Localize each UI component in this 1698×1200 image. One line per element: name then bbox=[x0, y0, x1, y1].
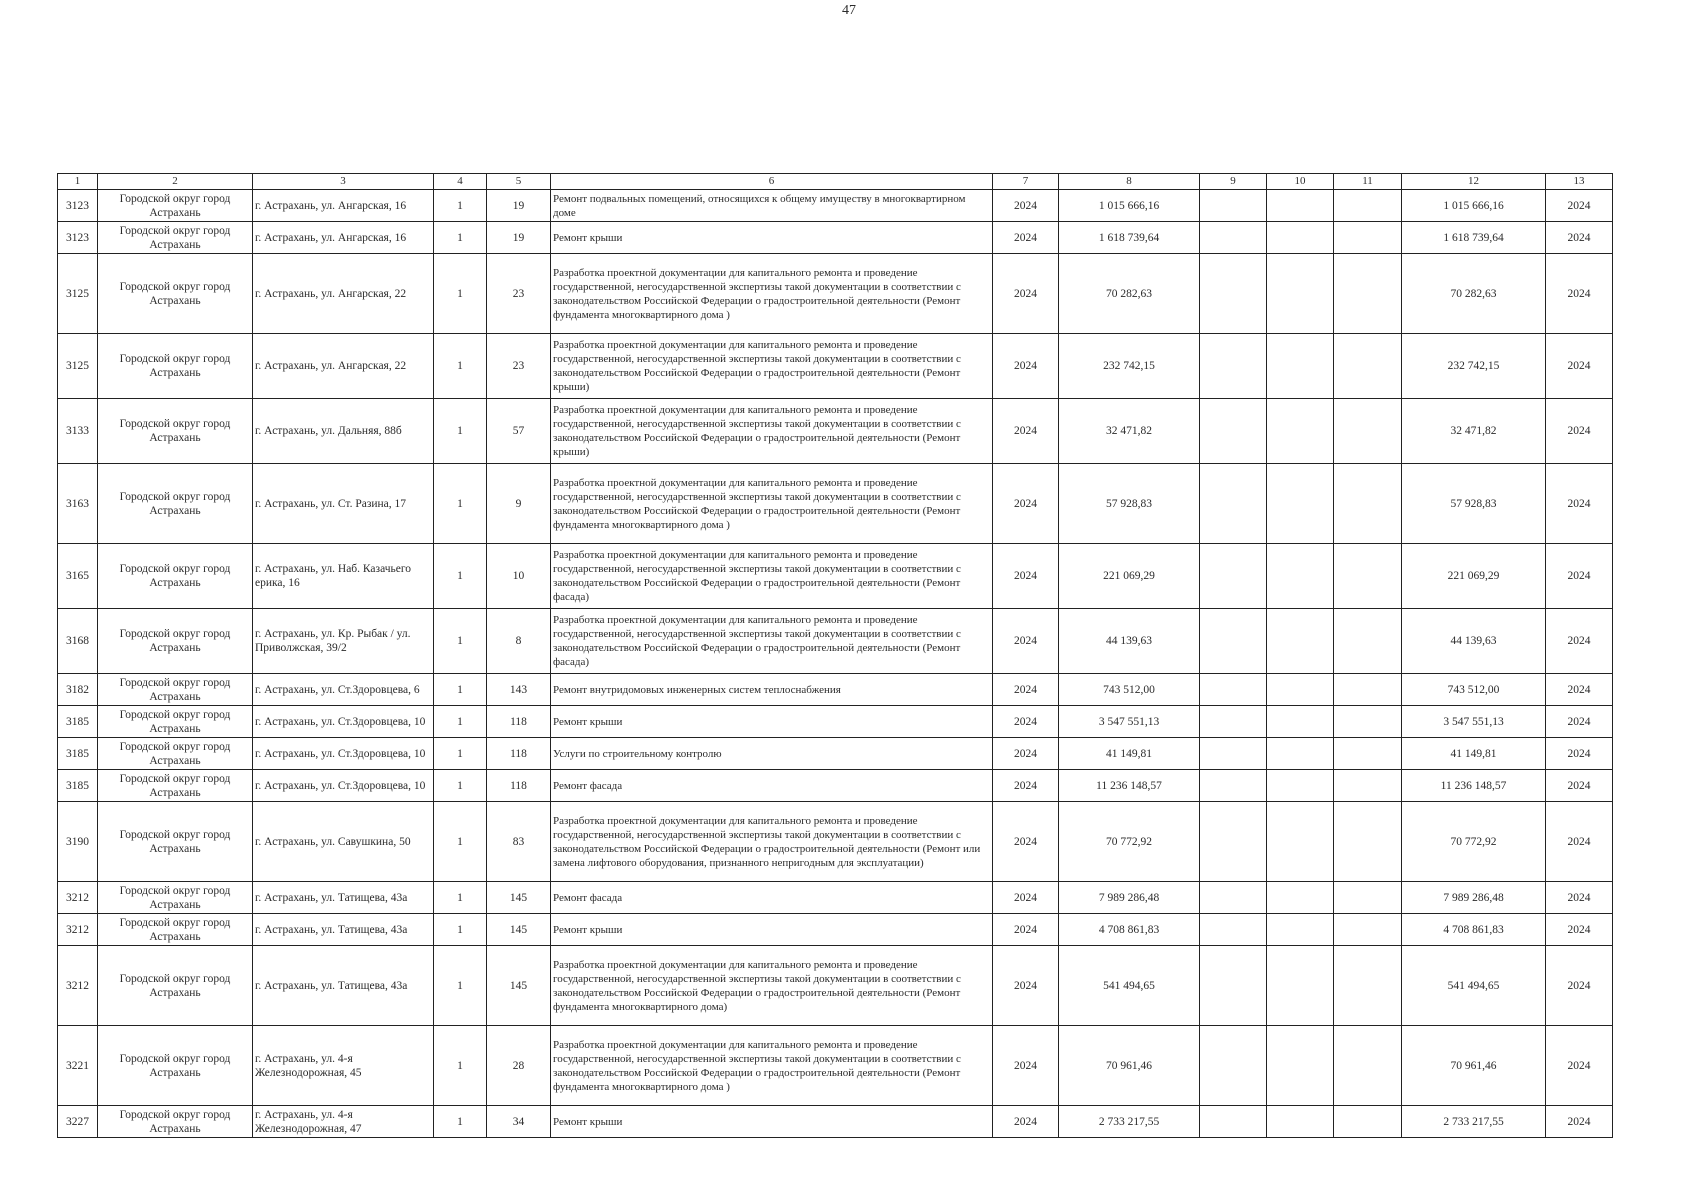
column-10-cell bbox=[1267, 334, 1334, 399]
column-11-cell bbox=[1334, 706, 1402, 738]
total-cost-cell: 41 149,81 bbox=[1059, 738, 1200, 770]
column-10-cell bbox=[1267, 544, 1334, 609]
address-cell: г. Астрахань, ул. 4-я Железнодорожная, 47 bbox=[253, 1106, 434, 1138]
year-cell: 2024 bbox=[993, 190, 1059, 222]
column-9-cell bbox=[1200, 334, 1267, 399]
address-cell: г. Астрахань, ул. Ст.Здоровцева, 10 bbox=[253, 738, 434, 770]
column-11-cell bbox=[1334, 770, 1402, 802]
municipality-cell: Городской округ город Астрахань bbox=[98, 464, 253, 544]
year-cell: 2024 bbox=[993, 254, 1059, 334]
column-5-cell: 34 bbox=[487, 1106, 551, 1138]
column-number-header: 9 bbox=[1200, 174, 1267, 190]
year-cell: 2024 bbox=[993, 464, 1059, 544]
record-id-cell: 3182 bbox=[58, 674, 98, 706]
address-cell: г. Астрахань, ул. Татищева, 43а bbox=[253, 946, 434, 1026]
column-11-cell bbox=[1334, 1026, 1402, 1106]
column-9-cell bbox=[1200, 802, 1267, 882]
column-10-cell bbox=[1267, 802, 1334, 882]
column-5-cell: 143 bbox=[487, 674, 551, 706]
column-12-cost-cell: 70 961,46 bbox=[1402, 1026, 1546, 1106]
column-5-cell: 10 bbox=[487, 544, 551, 609]
column-9-cell bbox=[1200, 770, 1267, 802]
completion-year-cell: 2024 bbox=[1546, 609, 1613, 674]
work-type-cell: Ремонт внутридомовых инженерных систем теплоснабжения bbox=[551, 674, 993, 706]
record-id-cell: 3185 bbox=[58, 770, 98, 802]
record-id-cell: 3165 bbox=[58, 544, 98, 609]
table-row bbox=[58, 334, 1613, 399]
column-10-cell bbox=[1267, 609, 1334, 674]
column-10-cell bbox=[1267, 1106, 1334, 1138]
record-id-cell: 3133 bbox=[58, 399, 98, 464]
completion-year-cell: 2024 bbox=[1546, 674, 1613, 706]
column-9-cell bbox=[1200, 882, 1267, 914]
table-row bbox=[58, 770, 1613, 802]
column-number-header: 13 bbox=[1546, 174, 1613, 190]
completion-year-cell: 2024 bbox=[1546, 770, 1613, 802]
column-4-cell: 1 bbox=[434, 674, 487, 706]
year-cell: 2024 bbox=[993, 706, 1059, 738]
municipality-cell: Городской округ город Астрахань bbox=[98, 706, 253, 738]
record-id-cell: 3168 bbox=[58, 609, 98, 674]
total-cost-cell: 232 742,15 bbox=[1059, 334, 1200, 399]
work-type-cell: Разработка проектной документации для капитального ремонта и проведение государственной, негосударственной экспертизы такой документации в соответствии с законодательством Российской Федерации о градостроительной деятельности (Ремонт или замена лифтового оборудования, признанного непригодным для эксплуатации) bbox=[551, 802, 993, 882]
column-4-cell: 1 bbox=[434, 222, 487, 254]
municipality-cell: Городской округ город Астрахань bbox=[98, 1106, 253, 1138]
work-type-cell: Ремонт фасада bbox=[551, 882, 993, 914]
column-4-cell: 1 bbox=[434, 1106, 487, 1138]
column-number-header: 8 bbox=[1059, 174, 1200, 190]
column-4-cell: 1 bbox=[434, 738, 487, 770]
column-12-cost-cell: 3 547 551,13 bbox=[1402, 706, 1546, 738]
column-9-cell bbox=[1200, 706, 1267, 738]
column-number-header: 6 bbox=[551, 174, 993, 190]
work-type-cell: Разработка проектной документации для капитального ремонта и проведение государственной, негосударственной экспертизы такой документации в соответствии с законодательством Российской Федерации о градостроительной деятельности (Ремонт фундамента многоквартирного дома ) bbox=[551, 1026, 993, 1106]
year-cell: 2024 bbox=[993, 222, 1059, 254]
column-11-cell bbox=[1334, 190, 1402, 222]
column-9-cell bbox=[1200, 609, 1267, 674]
column-11-cell bbox=[1334, 544, 1402, 609]
year-cell: 2024 bbox=[993, 738, 1059, 770]
column-4-cell: 1 bbox=[434, 334, 487, 399]
address-cell: г. Астрахань, ул. Наб. Казачьего ерика, 16 bbox=[253, 544, 434, 609]
column-number-header: 2 bbox=[98, 174, 253, 190]
completion-year-cell: 2024 bbox=[1546, 399, 1613, 464]
column-5-cell: 23 bbox=[487, 334, 551, 399]
work-type-cell: Услуги по строительному контролю bbox=[551, 738, 993, 770]
column-11-cell bbox=[1334, 738, 1402, 770]
address-cell: г. Астрахань, ул. Татищева, 43а bbox=[253, 914, 434, 946]
column-number-header: 7 bbox=[993, 174, 1059, 190]
total-cost-cell: 7 989 286,48 bbox=[1059, 882, 1200, 914]
municipality-cell: Городской округ город Астрахань bbox=[98, 254, 253, 334]
column-10-cell bbox=[1267, 464, 1334, 544]
column-10-cell bbox=[1267, 706, 1334, 738]
address-cell: г. Астрахань, ул. Савушкина, 50 bbox=[253, 802, 434, 882]
column-10-cell bbox=[1267, 1026, 1334, 1106]
column-9-cell bbox=[1200, 399, 1267, 464]
record-id-cell: 3185 bbox=[58, 738, 98, 770]
year-cell: 2024 bbox=[993, 334, 1059, 399]
completion-year-cell: 2024 bbox=[1546, 738, 1613, 770]
record-id-cell: 3227 bbox=[58, 1106, 98, 1138]
column-12-cost-cell: 1 015 666,16 bbox=[1402, 190, 1546, 222]
column-11-cell bbox=[1334, 1106, 1402, 1138]
column-4-cell: 1 bbox=[434, 706, 487, 738]
completion-year-cell: 2024 bbox=[1546, 464, 1613, 544]
column-12-cost-cell: 70 772,92 bbox=[1402, 802, 1546, 882]
year-cell: 2024 bbox=[993, 802, 1059, 882]
address-cell: г. Астрахань, ул. Ст. Разина, 17 bbox=[253, 464, 434, 544]
column-number-header-row bbox=[58, 174, 1613, 190]
record-id-cell: 3125 bbox=[58, 254, 98, 334]
municipality-cell: Городской округ город Астрахань bbox=[98, 738, 253, 770]
total-cost-cell: 1 618 739,64 bbox=[1059, 222, 1200, 254]
column-9-cell bbox=[1200, 914, 1267, 946]
column-10-cell bbox=[1267, 882, 1334, 914]
column-number-header: 10 bbox=[1267, 174, 1334, 190]
column-9-cell bbox=[1200, 1026, 1267, 1106]
column-5-cell: 57 bbox=[487, 399, 551, 464]
table-row bbox=[58, 399, 1613, 464]
address-cell: г. Астрахань, ул. Татищева, 43а bbox=[253, 882, 434, 914]
table-row bbox=[58, 544, 1613, 609]
address-cell: г. Астрахань, ул. Ангарская, 16 bbox=[253, 190, 434, 222]
column-11-cell bbox=[1334, 222, 1402, 254]
work-type-cell: Разработка проектной документации для капитального ремонта и проведение государственной, негосударственной экспертизы такой документации в соответствии с законодательством Российской Федерации о градостроительной деятельности (Ремонт фасада) bbox=[551, 609, 993, 674]
completion-year-cell: 2024 bbox=[1546, 946, 1613, 1026]
record-id-cell: 3190 bbox=[58, 802, 98, 882]
column-11-cell bbox=[1334, 674, 1402, 706]
address-cell: г. Астрахань, ул. Ангарская, 22 bbox=[253, 254, 434, 334]
work-type-cell: Разработка проектной документации для капитального ремонта и проведение государственной, негосударственной экспертизы такой документации в соответствии с законодательством Российской Федерации о градостроительной деятельности (Ремонт фундамента многоквартирного дома ) bbox=[551, 254, 993, 334]
column-5-cell: 145 bbox=[487, 914, 551, 946]
column-12-cost-cell: 221 069,29 bbox=[1402, 544, 1546, 609]
year-cell: 2024 bbox=[993, 609, 1059, 674]
completion-year-cell: 2024 bbox=[1546, 190, 1613, 222]
completion-year-cell: 2024 bbox=[1546, 334, 1613, 399]
column-12-cost-cell: 743 512,00 bbox=[1402, 674, 1546, 706]
column-number-header: 1 bbox=[58, 174, 98, 190]
year-cell: 2024 bbox=[993, 946, 1059, 1026]
work-type-cell: Ремонт крыши bbox=[551, 222, 993, 254]
column-12-cost-cell: 2 733 217,55 bbox=[1402, 1106, 1546, 1138]
column-12-cost-cell: 541 494,65 bbox=[1402, 946, 1546, 1026]
completion-year-cell: 2024 bbox=[1546, 1106, 1613, 1138]
table-row bbox=[58, 254, 1613, 334]
column-5-cell: 145 bbox=[487, 946, 551, 1026]
completion-year-cell: 2024 bbox=[1546, 882, 1613, 914]
column-9-cell bbox=[1200, 674, 1267, 706]
column-9-cell bbox=[1200, 464, 1267, 544]
table-row bbox=[58, 706, 1613, 738]
column-10-cell bbox=[1267, 399, 1334, 464]
total-cost-cell: 1 015 666,16 bbox=[1059, 190, 1200, 222]
address-cell: г. Астрахань, ул. Ст.Здоровцева, 10 bbox=[253, 706, 434, 738]
municipality-cell: Городской округ город Астрахань bbox=[98, 914, 253, 946]
column-12-cost-cell: 70 282,63 bbox=[1402, 254, 1546, 334]
address-cell: г. Астрахань, ул. 4-я Железнодорожная, 45 bbox=[253, 1026, 434, 1106]
column-5-cell: 9 bbox=[487, 464, 551, 544]
column-5-cell: 19 bbox=[487, 222, 551, 254]
column-4-cell: 1 bbox=[434, 544, 487, 609]
column-11-cell bbox=[1334, 334, 1402, 399]
total-cost-cell: 44 139,63 bbox=[1059, 609, 1200, 674]
total-cost-cell: 4 708 861,83 bbox=[1059, 914, 1200, 946]
column-11-cell bbox=[1334, 254, 1402, 334]
completion-year-cell: 2024 bbox=[1546, 706, 1613, 738]
completion-year-cell: 2024 bbox=[1546, 254, 1613, 334]
column-12-cost-cell: 4 708 861,83 bbox=[1402, 914, 1546, 946]
table-row bbox=[58, 609, 1613, 674]
column-10-cell bbox=[1267, 674, 1334, 706]
column-5-cell: 19 bbox=[487, 190, 551, 222]
column-12-cost-cell: 57 928,83 bbox=[1402, 464, 1546, 544]
year-cell: 2024 bbox=[993, 914, 1059, 946]
total-cost-cell: 70 772,92 bbox=[1059, 802, 1200, 882]
work-type-cell: Ремонт фасада bbox=[551, 770, 993, 802]
column-10-cell bbox=[1267, 770, 1334, 802]
total-cost-cell: 541 494,65 bbox=[1059, 946, 1200, 1026]
column-12-cost-cell: 41 149,81 bbox=[1402, 738, 1546, 770]
column-10-cell bbox=[1267, 946, 1334, 1026]
column-5-cell: 118 bbox=[487, 770, 551, 802]
column-10-cell bbox=[1267, 190, 1334, 222]
total-cost-cell: 2 733 217,55 bbox=[1059, 1106, 1200, 1138]
municipality-cell: Городской округ город Астрахань bbox=[98, 1026, 253, 1106]
year-cell: 2024 bbox=[993, 770, 1059, 802]
work-type-cell: Разработка проектной документации для капитального ремонта и проведение государственной, негосударственной экспертизы такой документации в соответствии с законодательством Российской Федерации о градостроительной деятельности (Ремонт крыши) bbox=[551, 399, 993, 464]
municipality-cell: Городской округ город Астрахань bbox=[98, 190, 253, 222]
municipality-cell: Городской округ город Астрахань bbox=[98, 674, 253, 706]
table-row bbox=[58, 190, 1613, 222]
completion-year-cell: 2024 bbox=[1546, 544, 1613, 609]
column-11-cell bbox=[1334, 882, 1402, 914]
address-cell: г. Астрахань, ул. Ангарская, 16 bbox=[253, 222, 434, 254]
work-type-cell: Ремонт подвальных помещений, относящихся к общему имуществу в многоквартирном доме bbox=[551, 190, 993, 222]
municipality-cell: Городской округ город Астрахань bbox=[98, 544, 253, 609]
municipality-cell: Городской округ город Астрахань bbox=[98, 882, 253, 914]
year-cell: 2024 bbox=[993, 1106, 1059, 1138]
table-row bbox=[58, 1106, 1613, 1138]
completion-year-cell: 2024 bbox=[1546, 1026, 1613, 1106]
column-number-header: 12 bbox=[1402, 174, 1546, 190]
column-11-cell bbox=[1334, 464, 1402, 544]
record-id-cell: 3212 bbox=[58, 882, 98, 914]
column-12-cost-cell: 11 236 148,57 bbox=[1402, 770, 1546, 802]
column-number-header: 3 bbox=[253, 174, 434, 190]
column-4-cell: 1 bbox=[434, 190, 487, 222]
column-number-header: 4 bbox=[434, 174, 487, 190]
year-cell: 2024 bbox=[993, 399, 1059, 464]
column-4-cell: 1 bbox=[434, 609, 487, 674]
municipality-cell: Городской округ город Астрахань bbox=[98, 399, 253, 464]
table-row bbox=[58, 674, 1613, 706]
work-type-cell: Разработка проектной документации для капитального ремонта и проведение государственной, негосударственной экспертизы такой документации в соответствии с законодательством Российской Федерации о градостроительной деятельности (Ремонт фасада) bbox=[551, 544, 993, 609]
municipality-cell: Городской округ город Астрахань bbox=[98, 609, 253, 674]
total-cost-cell: 70 282,63 bbox=[1059, 254, 1200, 334]
column-9-cell bbox=[1200, 1106, 1267, 1138]
column-4-cell: 1 bbox=[434, 770, 487, 802]
column-11-cell bbox=[1334, 802, 1402, 882]
column-11-cell bbox=[1334, 609, 1402, 674]
table-row bbox=[58, 222, 1613, 254]
total-cost-cell: 70 961,46 bbox=[1059, 1026, 1200, 1106]
column-10-cell bbox=[1267, 738, 1334, 770]
total-cost-cell: 57 928,83 bbox=[1059, 464, 1200, 544]
work-type-cell: Ремонт крыши bbox=[551, 914, 993, 946]
column-4-cell: 1 bbox=[434, 802, 487, 882]
year-cell: 2024 bbox=[993, 1026, 1059, 1106]
column-4-cell: 1 bbox=[434, 914, 487, 946]
column-12-cost-cell: 1 618 739,64 bbox=[1402, 222, 1546, 254]
municipality-cell: Городской округ город Астрахань bbox=[98, 222, 253, 254]
table-row bbox=[58, 802, 1613, 882]
table-row bbox=[58, 464, 1613, 544]
page-number: 47 bbox=[842, 3, 856, 18]
year-cell: 2024 bbox=[993, 544, 1059, 609]
total-cost-cell: 743 512,00 bbox=[1059, 674, 1200, 706]
year-cell: 2024 bbox=[993, 674, 1059, 706]
column-10-cell bbox=[1267, 254, 1334, 334]
record-id-cell: 3212 bbox=[58, 946, 98, 1026]
capital-repair-table bbox=[57, 173, 1613, 1138]
column-11-cell bbox=[1334, 946, 1402, 1026]
column-number-header: 11 bbox=[1334, 174, 1402, 190]
record-id-cell: 3185 bbox=[58, 706, 98, 738]
column-4-cell: 1 bbox=[434, 946, 487, 1026]
column-5-cell: 118 bbox=[487, 738, 551, 770]
column-11-cell bbox=[1334, 914, 1402, 946]
table-row bbox=[58, 738, 1613, 770]
total-cost-cell: 11 236 148,57 bbox=[1059, 770, 1200, 802]
column-5-cell: 118 bbox=[487, 706, 551, 738]
address-cell: г. Астрахань, ул. Ст.Здоровцева, 10 bbox=[253, 770, 434, 802]
record-id-cell: 3123 bbox=[58, 190, 98, 222]
record-id-cell: 3221 bbox=[58, 1026, 98, 1106]
column-9-cell bbox=[1200, 254, 1267, 334]
total-cost-cell: 32 471,82 bbox=[1059, 399, 1200, 464]
record-id-cell: 3123 bbox=[58, 222, 98, 254]
column-4-cell: 1 bbox=[434, 399, 487, 464]
column-4-cell: 1 bbox=[434, 464, 487, 544]
column-11-cell bbox=[1334, 399, 1402, 464]
column-9-cell bbox=[1200, 544, 1267, 609]
municipality-cell: Городской округ город Астрахань bbox=[98, 334, 253, 399]
municipality-cell: Городской округ город Астрахань bbox=[98, 802, 253, 882]
work-type-cell: Ремонт крыши bbox=[551, 706, 993, 738]
column-number-header: 5 bbox=[487, 174, 551, 190]
work-type-cell: Разработка проектной документации для капитального ремонта и проведение государственной, негосударственной экспертизы такой документации в соответствии с законодательством Российской Федерации о градостроительной деятельности (Ремонт фундамента многоквартирного дома) bbox=[551, 946, 993, 1026]
column-5-cell: 28 bbox=[487, 1026, 551, 1106]
record-id-cell: 3125 bbox=[58, 334, 98, 399]
table-row bbox=[58, 914, 1613, 946]
address-cell: г. Астрахань, ул. Дальняя, 88б bbox=[253, 399, 434, 464]
work-type-cell: Ремонт крыши bbox=[551, 1106, 993, 1138]
completion-year-cell: 2024 bbox=[1546, 914, 1613, 946]
record-id-cell: 3163 bbox=[58, 464, 98, 544]
work-type-cell: Разработка проектной документации для капитального ремонта и проведение государственной, негосударственной экспертизы такой документации в соответствии с законодательством Российской Федерации о градостроительной деятельности (Ремонт фундамента многоквартирного дома ) bbox=[551, 464, 993, 544]
table-row bbox=[58, 946, 1613, 1026]
total-cost-cell: 3 547 551,13 bbox=[1059, 706, 1200, 738]
column-4-cell: 1 bbox=[434, 254, 487, 334]
column-12-cost-cell: 44 139,63 bbox=[1402, 609, 1546, 674]
total-cost-cell: 221 069,29 bbox=[1059, 544, 1200, 609]
column-5-cell: 83 bbox=[487, 802, 551, 882]
completion-year-cell: 2024 bbox=[1546, 222, 1613, 254]
municipality-cell: Городской округ город Астрахань bbox=[98, 946, 253, 1026]
column-5-cell: 23 bbox=[487, 254, 551, 334]
column-10-cell bbox=[1267, 914, 1334, 946]
column-5-cell: 145 bbox=[487, 882, 551, 914]
work-type-cell: Разработка проектной документации для капитального ремонта и проведение государственной, негосударственной экспертизы такой документации в соответствии с законодательством Российской Федерации о градостроительной деятельности (Ремонт крыши) bbox=[551, 334, 993, 399]
record-id-cell: 3212 bbox=[58, 914, 98, 946]
column-10-cell bbox=[1267, 222, 1334, 254]
table-row bbox=[58, 1026, 1613, 1106]
column-9-cell bbox=[1200, 222, 1267, 254]
column-9-cell bbox=[1200, 738, 1267, 770]
year-cell: 2024 bbox=[993, 882, 1059, 914]
completion-year-cell: 2024 bbox=[1546, 802, 1613, 882]
table-row bbox=[58, 882, 1613, 914]
column-12-cost-cell: 32 471,82 bbox=[1402, 399, 1546, 464]
municipality-cell: Городской округ город Астрахань bbox=[98, 770, 253, 802]
address-cell: г. Астрахань, ул. Кр. Рыбак / ул. Приволжская, 39/2 bbox=[253, 609, 434, 674]
column-5-cell: 8 bbox=[487, 609, 551, 674]
column-4-cell: 1 bbox=[434, 882, 487, 914]
address-cell: г. Астрахань, ул. Ангарская, 22 bbox=[253, 334, 434, 399]
address-cell: г. Астрахань, ул. Ст.Здоровцева, 6 bbox=[253, 674, 434, 706]
column-4-cell: 1 bbox=[434, 1026, 487, 1106]
column-9-cell bbox=[1200, 190, 1267, 222]
column-9-cell bbox=[1200, 946, 1267, 1026]
column-12-cost-cell: 232 742,15 bbox=[1402, 334, 1546, 399]
column-12-cost-cell: 7 989 286,48 bbox=[1402, 882, 1546, 914]
